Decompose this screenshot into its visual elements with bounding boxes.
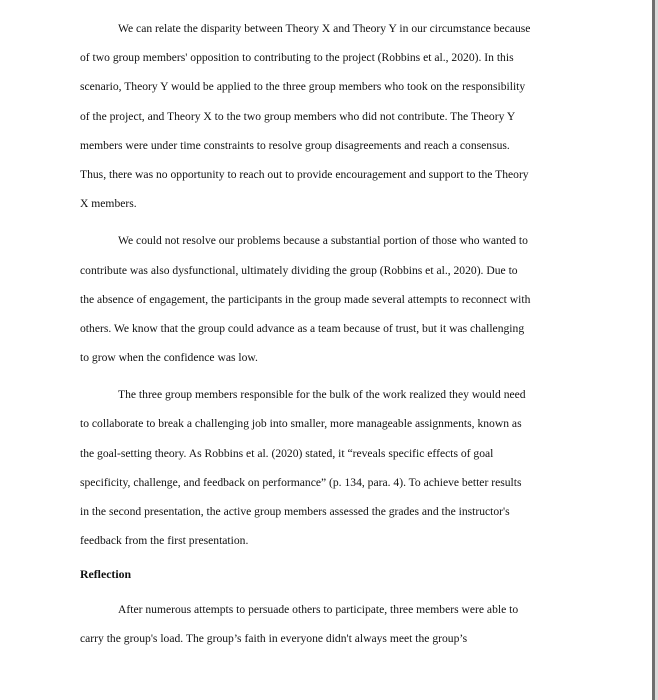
text-line: in the second presentation, the active group members assessed the grades and the instructor's	[80, 505, 510, 518]
paragraph-4	[80, 595, 580, 653]
text-line: The three group members responsible for the bulk of the work realized they would need	[118, 388, 526, 402]
text-line: specificity, challenge, and feedback on performance” (p. 134, para. 4). To achieve better results	[80, 475, 522, 489]
text-line: of the project, and Theory X to the two group members who did not contribute. The Theory Y	[80, 109, 516, 123]
text-line: We could not resolve our problems because a substantial portion of those who wanted to	[118, 234, 528, 248]
paragraph-3	[80, 380, 580, 555]
paragraph-1	[80, 14, 580, 218]
text-line: members were under time constraints to resolve group disagreements and reach a consensus.	[80, 138, 510, 152]
text-line: contribute was also dysfunctional, ultimately dividing the group (Robbins et al., 2020). Due to	[80, 263, 518, 277]
section-heading: Reflection	[80, 567, 132, 582]
paragraph-2	[80, 226, 580, 372]
page-edge	[652, 0, 655, 700]
text-line: scenario, Theory Y would be applied to the three group members who took on the responsibility	[80, 80, 526, 94]
document-body	[80, 14, 580, 653]
text-line: to grow when the confidence was low.	[80, 351, 258, 365]
text-line: carry the group's load. The group’s faith in everyone didn't always meet the group’s	[80, 631, 468, 645]
text-line: of two group members' opposition to contributing to the project (Robbins et al., 2020). In this	[80, 51, 514, 65]
text-line: the absence of engagement, the participants in the group made several attempts to reconnect with	[80, 292, 531, 306]
text-line: Thus, there was no opportunity to reach out to provide encouragement and support to the Theory	[80, 167, 529, 181]
text-line: to collaborate to break a challenging job into smaller, more manageable assignments, known as	[80, 417, 522, 431]
text-line: X members.	[80, 197, 137, 211]
text-line: After numerous attempts to persuade others to participate, three members were able to	[118, 602, 519, 616]
text-line: the goal-setting theory. As Robbins et al. (2020) stated, it “reveals specific effects of goal	[80, 446, 494, 460]
text-line: We can relate the disparity between Theory X and Theory Y in our circumstance because	[118, 22, 531, 35]
text-line: feedback from the first presentation.	[80, 534, 249, 548]
text-line: others. We know that the group could advance as a team because of trust, but it was challenging	[80, 321, 525, 335]
